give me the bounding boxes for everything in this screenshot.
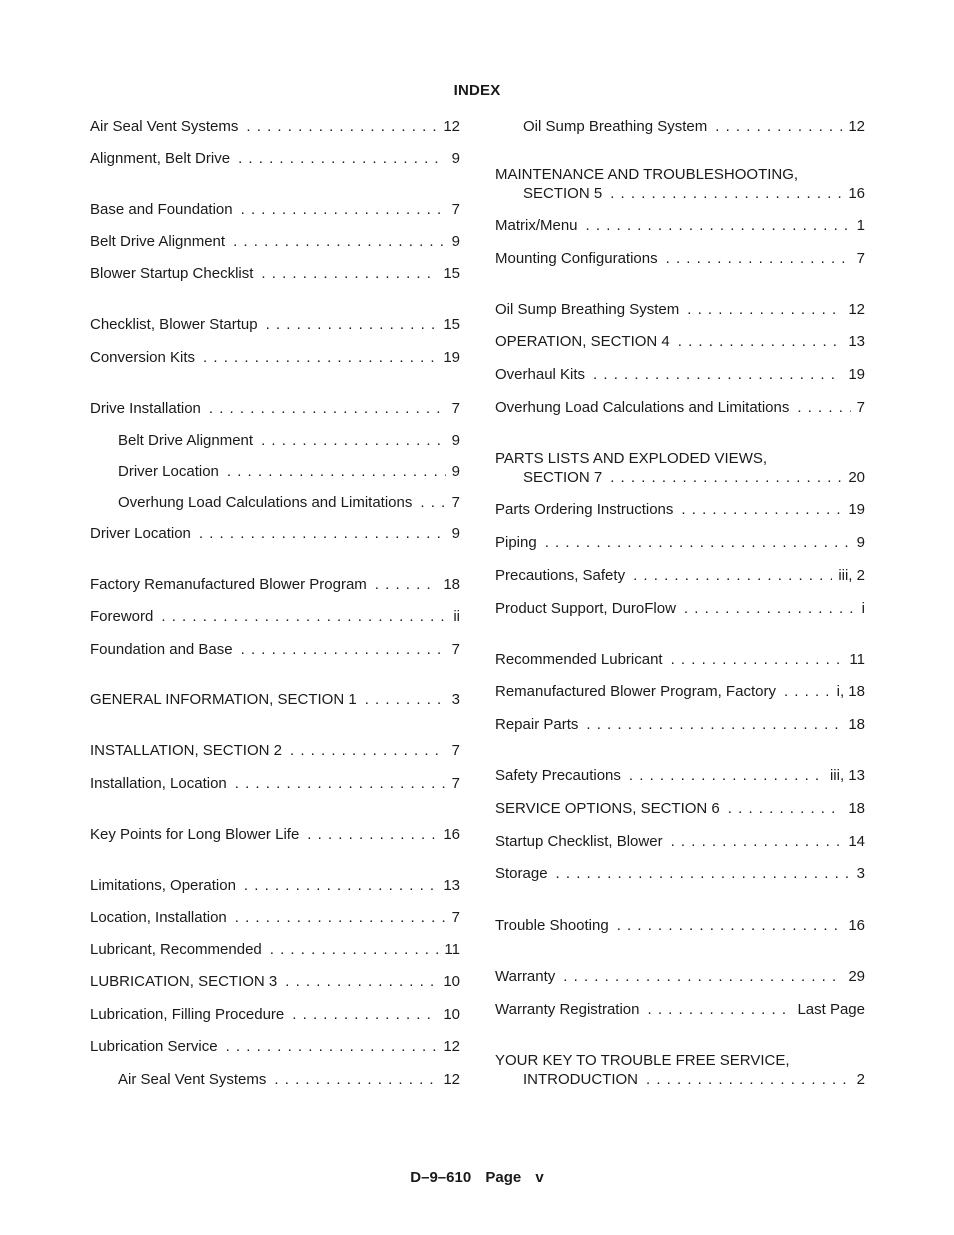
- dot-leader: [684, 599, 856, 618]
- entry-page: 20: [848, 469, 865, 486]
- entry-page: ii: [453, 608, 460, 625]
- entry-page: 1: [856, 217, 865, 234]
- entry-label: Startup Checklist, Blower: [495, 833, 663, 850]
- index-entry: [495, 300, 865, 319]
- dot-leader: [633, 566, 832, 585]
- index-entry: [90, 264, 460, 283]
- entry-page: 16: [443, 826, 460, 843]
- dot-leader: [420, 493, 445, 512]
- entry-label-continued: SECTION 7: [523, 469, 603, 486]
- index-entry: [495, 1000, 865, 1019]
- dot-leader: [797, 398, 850, 417]
- page-number: Page v: [485, 1169, 544, 1186]
- entry-label: Overhung Load Calculations and Limitations: [118, 494, 413, 511]
- dot-leader: [241, 200, 446, 219]
- dot-leader: [290, 741, 446, 760]
- dot-leader: [715, 117, 842, 136]
- entry-label: Matrix/Menu: [495, 217, 578, 234]
- index-entry: [495, 566, 865, 585]
- entry-page: iii, 2: [838, 567, 865, 584]
- dot-leader: [161, 607, 447, 626]
- index-entry: [90, 876, 460, 895]
- entry-label-continued: SECTION 5: [523, 185, 603, 202]
- entry-page: 16: [848, 917, 865, 934]
- index-entry: [90, 1005, 460, 1024]
- entry-label: Air Seal Vent Systems: [118, 1071, 267, 1088]
- dot-leader: [586, 715, 842, 734]
- entry-page: 7: [451, 400, 460, 417]
- entry-page: 9: [451, 233, 460, 250]
- dot-leader: [246, 117, 437, 136]
- index-entry: [495, 682, 865, 701]
- index-entry: [495, 715, 865, 734]
- index-subentry: [495, 117, 865, 136]
- entry-label: Base and Foundation: [90, 201, 233, 218]
- entry-label: Precautions, Safety: [495, 567, 626, 584]
- entry-page: 19: [443, 349, 460, 366]
- entry-page: i, 18: [836, 683, 865, 700]
- entry-label: Storage: [495, 865, 548, 882]
- entry-label: Foundation and Base: [90, 641, 233, 658]
- entry-label: Recommended Lubricant: [495, 651, 663, 668]
- index-entry: [495, 916, 865, 935]
- index-entry: [90, 575, 460, 594]
- dot-leader: [646, 1070, 851, 1089]
- index-entry: [495, 599, 865, 618]
- document-number: D–9–610: [410, 1169, 472, 1186]
- index-entry: [90, 774, 460, 793]
- index-entry: [495, 398, 865, 417]
- entry-label: Piping: [495, 534, 537, 551]
- entry-page: 12: [443, 1071, 460, 1088]
- entry-label: Remanufactured Blower Program, Factory: [495, 683, 776, 700]
- entry-label: Location, Installation: [90, 909, 227, 926]
- entry-label: Overhaul Kits: [495, 366, 586, 383]
- dot-leader: [681, 500, 842, 519]
- entry-page: 7: [451, 742, 460, 759]
- entry-page: 9: [451, 432, 460, 449]
- entry-page: 15: [443, 265, 460, 282]
- entry-label: Product Support, DuroFlow: [495, 600, 676, 617]
- entry-page: 12: [848, 301, 865, 318]
- index-entry: [90, 348, 460, 367]
- entry-label: SERVICE OPTIONS, SECTION 6: [495, 800, 720, 817]
- entry-page: 7: [856, 399, 865, 416]
- entry-page: 14: [848, 833, 865, 850]
- entry-label: Conversion Kits: [90, 349, 196, 366]
- dot-leader: [563, 967, 842, 986]
- dot-leader: [209, 399, 446, 418]
- dot-leader: [227, 462, 446, 481]
- entry-page: 18: [443, 576, 460, 593]
- index-subentry: [90, 462, 460, 481]
- entry-label: Belt Drive Alignment: [118, 432, 254, 449]
- dot-leader: [666, 249, 851, 268]
- entry-page: 10: [443, 1006, 460, 1023]
- entry-page: 19: [848, 366, 865, 383]
- dot-leader: [617, 916, 843, 935]
- entry-page: 18: [848, 800, 865, 817]
- index-entry: [90, 690, 460, 709]
- entry-label: Checklist, Blower Startup: [90, 316, 258, 333]
- index-subentry: [90, 493, 460, 512]
- index-subentry: [90, 431, 460, 450]
- index-entry: [90, 640, 460, 659]
- dot-leader: [266, 315, 438, 334]
- index-entry: [90, 232, 460, 251]
- entry-label: Lubrication Service: [90, 1038, 218, 1055]
- index-entry: [90, 399, 460, 418]
- entry-page: 9: [451, 525, 460, 542]
- entry-page: 9: [451, 463, 460, 480]
- dot-leader: [270, 940, 439, 959]
- entry-label: Warranty: [495, 968, 556, 985]
- entry-label: Repair Parts: [495, 716, 579, 733]
- dot-leader: [671, 650, 844, 669]
- entry-label: Drive Installation: [90, 400, 201, 417]
- entry-label: Parts Ordering Instructions: [495, 501, 674, 518]
- entry-label: Warranty Registration: [495, 1001, 640, 1018]
- dot-leader: [261, 431, 446, 450]
- entry-page: i: [861, 600, 865, 617]
- index-entry: [90, 972, 460, 991]
- index-entry: [495, 500, 865, 519]
- entry-label: LUBRICATION, SECTION 3: [90, 973, 278, 990]
- entry-page: 9: [856, 534, 865, 551]
- index-entry: [90, 607, 460, 626]
- index-entry: [90, 315, 460, 334]
- index-entry: [495, 766, 865, 785]
- dot-leader: [365, 690, 446, 709]
- entry-page: 18: [848, 716, 865, 733]
- entry-label: Factory Remanufactured Blower Program: [90, 576, 367, 593]
- index-entry: [90, 1037, 460, 1056]
- entry-page: 12: [443, 1038, 460, 1055]
- entry-page: 19: [848, 501, 865, 518]
- dot-leader: [687, 300, 842, 319]
- page-footer: [0, 1169, 954, 1186]
- dot-leader: [244, 876, 437, 895]
- entry-label: GENERAL INFORMATION, SECTION 1: [90, 691, 357, 708]
- dot-leader: [241, 640, 446, 659]
- dot-leader: [545, 533, 851, 552]
- entry-page: 7: [451, 494, 460, 511]
- index-entry: [495, 799, 865, 818]
- entry-page: iii, 13: [829, 767, 865, 784]
- entry-page: 13: [848, 333, 865, 350]
- index-entry: [90, 117, 460, 136]
- entry-page: 13: [443, 877, 460, 894]
- entry-label: PARTS LISTS AND EXPLODED VIEWS,: [495, 450, 768, 467]
- dot-leader: [274, 1070, 437, 1089]
- entry-label: Air Seal Vent Systems: [90, 118, 239, 135]
- entry-page: 29: [848, 968, 865, 985]
- index-entry: [495, 533, 865, 552]
- index-entry: [90, 741, 460, 760]
- entry-page: 3: [856, 865, 865, 882]
- dot-leader: [285, 972, 437, 991]
- dot-leader: [678, 332, 843, 351]
- page-title: INDEX: [453, 82, 501, 99]
- entry-page: 16: [848, 185, 865, 202]
- dot-leader: [784, 682, 831, 701]
- entry-page: 12: [848, 118, 865, 135]
- index-entry: [495, 165, 865, 203]
- entry-label: Lubricant, Recommended: [90, 941, 262, 958]
- entry-label: Driver Location: [90, 525, 191, 542]
- index-entry: [495, 216, 865, 235]
- entry-label: Key Points for Long Blower Life: [90, 826, 300, 843]
- dot-leader: [671, 832, 843, 851]
- entry-label-continued: INTRODUCTION: [523, 1071, 638, 1088]
- entry-page: 10: [443, 973, 460, 990]
- entry-page: 12: [443, 118, 460, 135]
- dot-leader: [261, 264, 437, 283]
- dot-leader: [593, 365, 842, 384]
- index-entry: [90, 940, 460, 959]
- entry-label: Foreword: [90, 608, 154, 625]
- entry-label: Limitations, Operation: [90, 877, 236, 894]
- index-entry: [495, 650, 865, 669]
- entry-page: 7: [856, 250, 865, 267]
- entry-label: Oil Sump Breathing System: [495, 301, 680, 318]
- index-entry: [495, 967, 865, 986]
- index-entry: [90, 908, 460, 927]
- index-entry: [90, 825, 460, 844]
- entry-page: 7: [451, 641, 460, 658]
- entry-label: Blower Startup Checklist: [90, 265, 254, 282]
- entry-page: Last Page: [797, 1001, 865, 1018]
- dot-leader: [307, 825, 437, 844]
- entry-label: Overhung Load Calculations and Limitations: [495, 399, 790, 416]
- dot-leader: [199, 524, 446, 543]
- entry-label: MAINTENANCE AND TROUBLESHOOTING,: [495, 166, 799, 183]
- dot-leader: [226, 1037, 438, 1056]
- index-entry: [495, 1051, 865, 1089]
- entry-label: Lubrication, Filling Procedure: [90, 1006, 285, 1023]
- dot-leader: [610, 468, 842, 487]
- index-entry: [495, 249, 865, 268]
- entry-label: INSTALLATION, SECTION 2: [90, 742, 282, 759]
- index-entry: [495, 449, 865, 487]
- entry-label: YOUR KEY TO TROUBLE FREE SERVICE,: [495, 1052, 790, 1069]
- dot-leader: [235, 774, 446, 793]
- dot-leader: [238, 149, 446, 168]
- dot-leader: [648, 1000, 792, 1019]
- entry-label: Oil Sump Breathing System: [523, 118, 708, 135]
- entry-page: 2: [856, 1071, 865, 1088]
- dot-leader: [556, 864, 851, 883]
- dot-leader: [203, 348, 437, 367]
- index-entry: [495, 864, 865, 883]
- dot-leader: [375, 575, 438, 594]
- dot-leader: [233, 232, 446, 251]
- entry-page: 3: [451, 691, 460, 708]
- dot-leader: [629, 766, 824, 785]
- index-entry: [90, 200, 460, 219]
- entry-page: 11: [444, 941, 460, 958]
- entry-label: Installation, Location: [90, 775, 227, 792]
- dot-leader: [292, 1005, 437, 1024]
- entry-label: Alignment, Belt Drive: [90, 150, 231, 167]
- index-entry: [90, 149, 460, 168]
- entry-label: Driver Location: [118, 463, 219, 480]
- entry-page: 11: [849, 651, 865, 668]
- entry-label: Trouble Shooting: [495, 917, 609, 934]
- index-subentry: [90, 1070, 460, 1089]
- entry-page: 15: [443, 316, 460, 333]
- index-entry: [90, 524, 460, 543]
- dot-leader: [586, 216, 851, 235]
- dot-leader: [728, 799, 843, 818]
- index-entry: [495, 332, 865, 351]
- dot-leader: [235, 908, 446, 927]
- entry-page: 7: [451, 909, 460, 926]
- entry-label: OPERATION, SECTION 4: [495, 333, 670, 350]
- entry-page: 9: [451, 150, 460, 167]
- index-entry: [495, 365, 865, 384]
- dot-leader: [610, 184, 842, 203]
- entry-label: Belt Drive Alignment: [90, 233, 226, 250]
- entry-page: 7: [451, 201, 460, 218]
- entry-label: Mounting Configurations: [495, 250, 658, 267]
- entry-page: 7: [451, 775, 460, 792]
- entry-label: Safety Precautions: [495, 767, 621, 784]
- index-entry: [495, 832, 865, 851]
